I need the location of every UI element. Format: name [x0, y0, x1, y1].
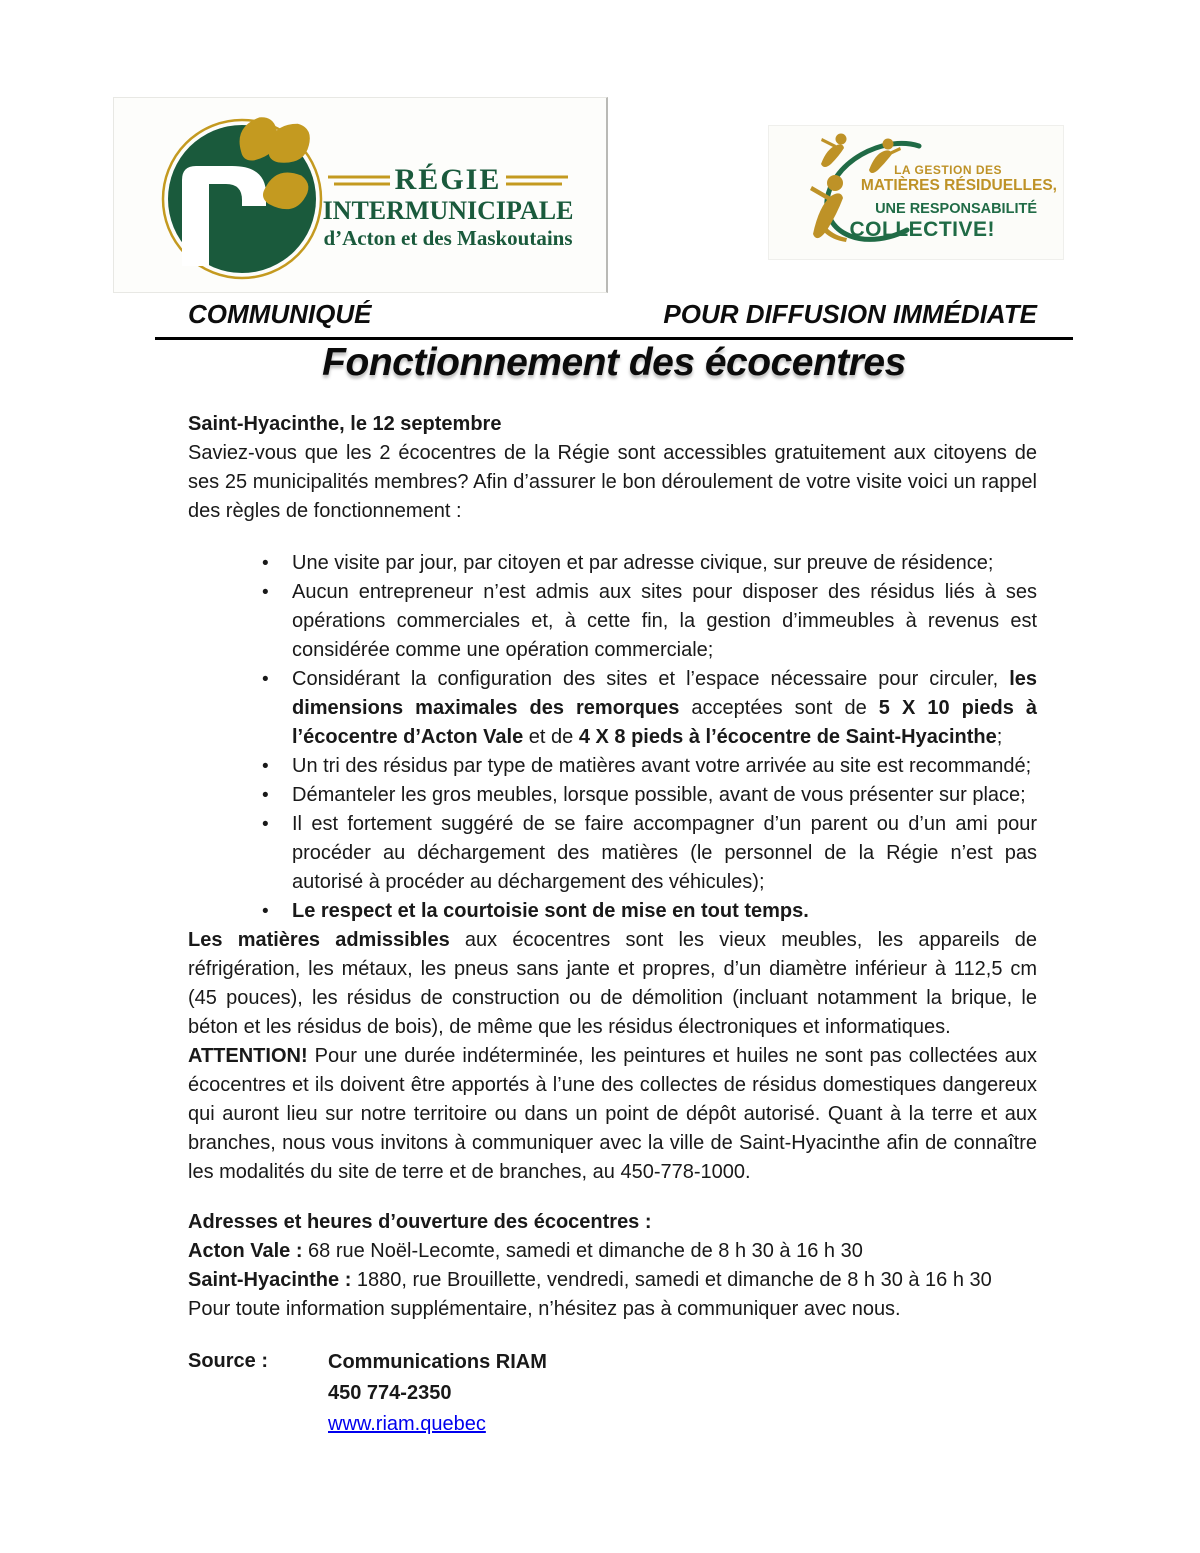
bullet-marker: •: [262, 901, 269, 922]
bullet-marker: •: [262, 785, 269, 806]
bullet-marker: •: [262, 669, 269, 690]
riam-logo: [113, 97, 608, 293]
source-label: Source :: [188, 1350, 269, 1372]
source-section: [188, 1347, 1037, 1440]
bullet-text: Considérant la configuration des sites et l’espace nécessaire pour circuler, les dimensions maximales des remorques acceptées sont de 5 X 10 pieds à l’écocentre d’Acton Vale et de 4 X 8 pieds à l’écocentre de Saint-Hyacinthe;: [292, 668, 1038, 748]
address-saint-hyacinthe: Saint-Hyacinthe : 1880, rue Brouillette, vendredi, samedi et dimanche de 8 h 30 à 16 h 30: [188, 1269, 992, 1291]
communique-label: COMMUNIQUÉ: [188, 299, 372, 329]
source-phone: 450 774-2350: [328, 1382, 452, 1404]
bullet-text: Aucun entrepreneur n’est admis aux sites pour disposer des résidus liés à ses opérations commerciales et, à cette fin, la gestion d’immeubles à revenus est considérée comme une opération commerciale;: [292, 581, 1037, 661]
riam-logo-name-line2: INTERMUNICIPALE: [322, 196, 574, 225]
header-row: [155, 299, 1073, 340]
source-details: [328, 1347, 547, 1440]
bullet-item: [188, 665, 1037, 752]
rules-bullet-list: [188, 549, 1037, 926]
bullet-text: Il est fortement suggéré de se faire accompagner d’un parent ou d’un ami pour procéder au déchargement des matières (le personnel de la Régie n’est pas autorisé à procéder au déchargement des véhicules);: [292, 813, 1037, 893]
diffusion-label: POUR DIFFUSION IMMÉDIATE: [663, 299, 1037, 329]
slogan-line3: UNE RESPONSABILITÉ: [875, 201, 1037, 217]
page-title: Fonctionnement des écocentres: [322, 341, 906, 384]
address-acton-vale: Acton Vale : 68 rue Noël-Lecomte, samedi et dimanche de 8 h 30 à 16 h 30: [188, 1240, 863, 1262]
bullet-item: [188, 810, 1037, 897]
bullet-item: [188, 752, 1037, 781]
slogan-line2: MATIÈRES RÉSIDUELLES,: [860, 177, 1057, 194]
bullet-marker: •: [262, 814, 269, 835]
person-icon: [821, 134, 847, 168]
admissibles-paragraph: Les matières admissibles aux écocentres sont les vieux meubles, les appareils de réfrigération, les métaux, les pneus sans jante et propres, d’un diamètre inférieur à 112,5 cm (45 pouces), les résidus de construction ou de démolition (incluant notamment la brique, le béton et les résidus de bois), de même que les résidus électroniques et informatiques.: [188, 929, 1037, 1038]
bullet-item: [188, 549, 1037, 578]
riam-logo-name-line3: d’Acton et des Maskoutains: [323, 226, 573, 250]
bullet-text: Un tri des résidus par type de matières avant votre arrivée au site est recommandé;: [292, 755, 1032, 777]
slogan-line4: COLLECTIVE!: [849, 218, 995, 241]
riam-website-link[interactable]: www.riam.quebec: [328, 1413, 486, 1435]
bullet-marker: •: [262, 582, 269, 603]
attention-paragraph: ATTENTION! Pour une durée indéterminée, les peintures et huiles ne sont pas collectées aux écocentres et ils doivent être apportés à l’une des collectes de résidus domestiques dangereux qui auront lieu sur notre territoire ou dans un point de dépôt autorisé. Quant à la terre et aux branches, nous vous invitons à communiquer avec la ville de Saint-Hyacinthe afin de connaître les modalités du site de terre et de branches, au 450-778-1000.: [188, 1045, 1037, 1183]
bullet-text: Démanteler les gros meubles, lorsque possible, avant de vous présenter sur place;: [292, 784, 1026, 806]
intro-paragraph: Saviez-vous que les 2 écocentres de la Régie sont accessibles gratuitement aux citoyens de ses 25 municipalités membres? Afin d’assurer le bon déroulement de votre visite voici un rappel des règles de fonctionnement :: [188, 442, 1037, 522]
bullet-text: Une visite par jour, par citoyen et par adresse civique, sur preuve de résidence;: [292, 552, 994, 574]
bullet-item: [188, 578, 1037, 665]
bullet-text: Le respect et la courtoisie sont de mise en tout temps.: [292, 900, 809, 922]
bullet-item: [188, 897, 1037, 926]
bullet-marker: •: [262, 553, 269, 574]
bullet-marker: •: [262, 756, 269, 777]
source-organization: Communications RIAM: [328, 1351, 547, 1373]
collective-logo-graphic: [769, 126, 1063, 259]
collective-responsibility-logo: [768, 125, 1064, 260]
document-body: [188, 410, 1037, 1440]
riam-logo-name-line1: RÉGIE: [394, 163, 502, 196]
closing-paragraph: Pour toute information supplémentaire, n’hésitez pas à communiquer avec nous.: [188, 1298, 901, 1320]
addresses-heading: Adresses et heures d’ouverture des écocentres :: [188, 1211, 652, 1233]
bullet-item: [188, 781, 1037, 810]
dateline: Saint-Hyacinthe, le 12 septembre: [188, 413, 502, 435]
slogan-line1: LA GESTION DES: [894, 163, 1002, 177]
addresses-section: [188, 1208, 1037, 1295]
riam-logo-graphic: [114, 98, 606, 292]
